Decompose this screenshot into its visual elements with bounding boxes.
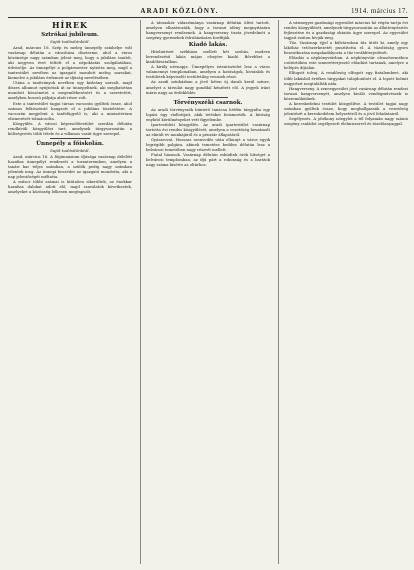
article-paragraph: A társaskör választmánya vasárnap délután ülést tartott, amelyen elhatározták, hogy a tavaszi idény megnyitására hangversenyt rendeznek. A hangverseny tiszta jövedelmét a szegény gyermekek felruházására fordítják. — [146, 20, 270, 41]
column-divider — [278, 20, 279, 564]
article-paragraph: Tűz. Vasárnap éjjel a külvárosban tűz ütött ki, amely egy lakóház tetőszerkezetét pusztította el. A tűzoltóság gyors beavatkozása megakadályozta a tűz továbbterjedését. — [284, 40, 408, 56]
column-2 — [146, 20, 270, 564]
column-3 — [284, 20, 408, 564]
article-paragraph: Utána a tanítványok nevében egy kisleány szavalt, majd díszes albumot nyújtottak át az ünnepeltnek, aki meghatottan mondott köszönetet a megemlékezésért és a szeretetért, amelyben hosszú pályája alatt része volt. — [8, 80, 132, 101]
column-divider — [140, 20, 141, 564]
article-title: Sztrókai jubileum. — [41, 32, 99, 38]
article-paragraph: Ipartestületi közgyűlés. Az aradi ipartestület vasárnap tartotta évi rendes közgyűlését, amelyen a vezetőség beszámolt az elmúlt év munkájáról és a pénztár állapotáról. — [146, 121, 270, 137]
article-paragraph: Gyászrovat. Hosszas szenvedés után elhunyt a város egyik legrégibb polgára, akinek temetése kedden délután lesz a belvárosi temetőben nagy részvét mellett. — [146, 136, 270, 152]
article-paragraph: Arad, március 16. Szép és meleg ünnepély színhelye volt vasárnap délután a városháza díszterme, ahol a város közönsége nagy számban jelent meg, hogy a jubiláns tanítót, aki negyven évet töltött el a népoktatás szolgálatában, üdvözölje. Az ünnepélyt a polgármester nyitotta meg, majd a tantestület nevében az igazgató mondott meleg szavakat, kiemelve a jubiláns érdemeit az ifjúság nevelésében. — [8, 45, 132, 81]
article-title: Ünnepély a főiskolán. — [36, 140, 104, 147]
article-separator — [50, 138, 90, 139]
column-1 — [8, 20, 132, 564]
article-paragraph: A vármegyei gazdasági egyesület március hó végén tartja évi rendes közgyűlését, amelynek tárgysorozatán az állattenyésztés fejlesztése és a gazdasági oktatás ügye szerepel. Az egyesület tagjait ezúton hívják meg. — [284, 20, 408, 41]
newspaper-title: ARADI KÖZLÖNY. — [140, 7, 219, 15]
article-paragraph: Segélyezés. A jótékony nőegylet a tél folyamán nagy számú szegény családot segélyezett élelmiszerrel és tüzelőanyaggal. — [284, 115, 408, 126]
article-paragraph: Este a tantestület tagjai társas vacsorán gyűltek össze, ahol számos felköszöntő hangzott el a jubiláns tiszteletére. A vacsorán megjelent a tanfelügyelő is, aki a minisztérium elismerését tolmácsolta. — [8, 100, 132, 121]
article-subtitle: Saját tudósítónktól. — [50, 39, 90, 44]
page-header — [8, 5, 408, 17]
article-paragraph: Az aradi színházban a jövő héten új darab kerül színre, amelyet a társulat nagy gonddal készített elő. A jegyek iránt máris nagy az érdeklődés. — [146, 79, 270, 95]
article-separator — [188, 97, 228, 98]
article-paragraph: Hitelintézet székháza mellett két szobás, modern berendezésű lakás május elsejére kiadó. Bővebbet a kiadóhivatalban. — [146, 49, 270, 65]
article-subtitle: Saját tudósítónktól. — [50, 147, 90, 153]
section-heading: HÍREK — [52, 20, 88, 30]
article-paragraph: A műsor többi számai is kitűnően sikerültek; az énekkar hazafias dalokat adott elő, majd szavalatok következtek, amelyeket a közönség lelkesen megtapsolt. — [8, 179, 132, 195]
article-title: Kiadó lakás. — [188, 42, 228, 49]
header-rule — [8, 17, 408, 18]
article-paragraph: A kereskedelmi testület közgyűlése. A testület tagjai nagy számban gyűltek össze, hogy meghallgassák a vezetőség jelentését a kereskedelem helyzetéről és a jövő feladatairól. — [284, 100, 408, 116]
article-paragraph: Az aradi törvényszék büntető tanácsa hétfőn tárgyalta egy lopási ügy vádlottjait, akik tettüket beismerték. A bíróság enyhítő körülményeket vett figyelembe. — [146, 106, 270, 122]
article-paragraph: Előadás a népkönyvtárban. A népkönyvtár olvasótermében csütörtökön este ismeretterjesztő előadást tartanak, amelyre a belépés díjtalan. — [284, 55, 408, 71]
article-paragraph: Fiatal házasok. Vasárnap délután esküdtek örök hűséget a belvárosi templomban, az ifjú párt a rokonság és a barátok nagy száma kísérte az oltárhoz. — [146, 152, 270, 168]
article-paragraph: Közgyűlés. A városi képviselőtestület szerdán délután rendkívüli közgyűlést tart, amelynek tárgysorozatán a költségvetés több tétele és a villamos vasút ügye szerepel. — [8, 120, 132, 136]
article-paragraph: Hangverseny. A zeneegyesület jövő vasárnap délután rendezi tavaszi hangversenyét, amelyen kiváló vendégművészek is közreműködnek. — [284, 85, 408, 101]
article-paragraph: Elfogott tolvaj. A rendőrség elfogott egy fiatalembert, aki több lakásból értékes tárgyakat tulajdonított el. A lopott holmit nagyrészt megtalálták nála. — [284, 70, 408, 86]
article-title: Törvényszéki csarnok. — [173, 99, 243, 106]
issue-date: 1914. március 17. — [351, 7, 408, 15]
article-paragraph: A király névnapja. Ünnepélyes istentisztelet lesz a város valamennyi templomában, amelyen a hatóságok, hivatalok és testületek képviselői testületileg vesznek részt. — [146, 64, 270, 80]
article-paragraph: Arad, március 16. A főgimnázium ifjúsága vasárnap délelőtt hazafias ünnepélyt rendezett a tornateremben, amelyen a tanári kar teljes számban, a szülők pedig nagy számban jelentek meg. Az ünnepi beszédet az igazgató mondotta, aki a nap jelentőségét méltatta. — [8, 153, 132, 180]
